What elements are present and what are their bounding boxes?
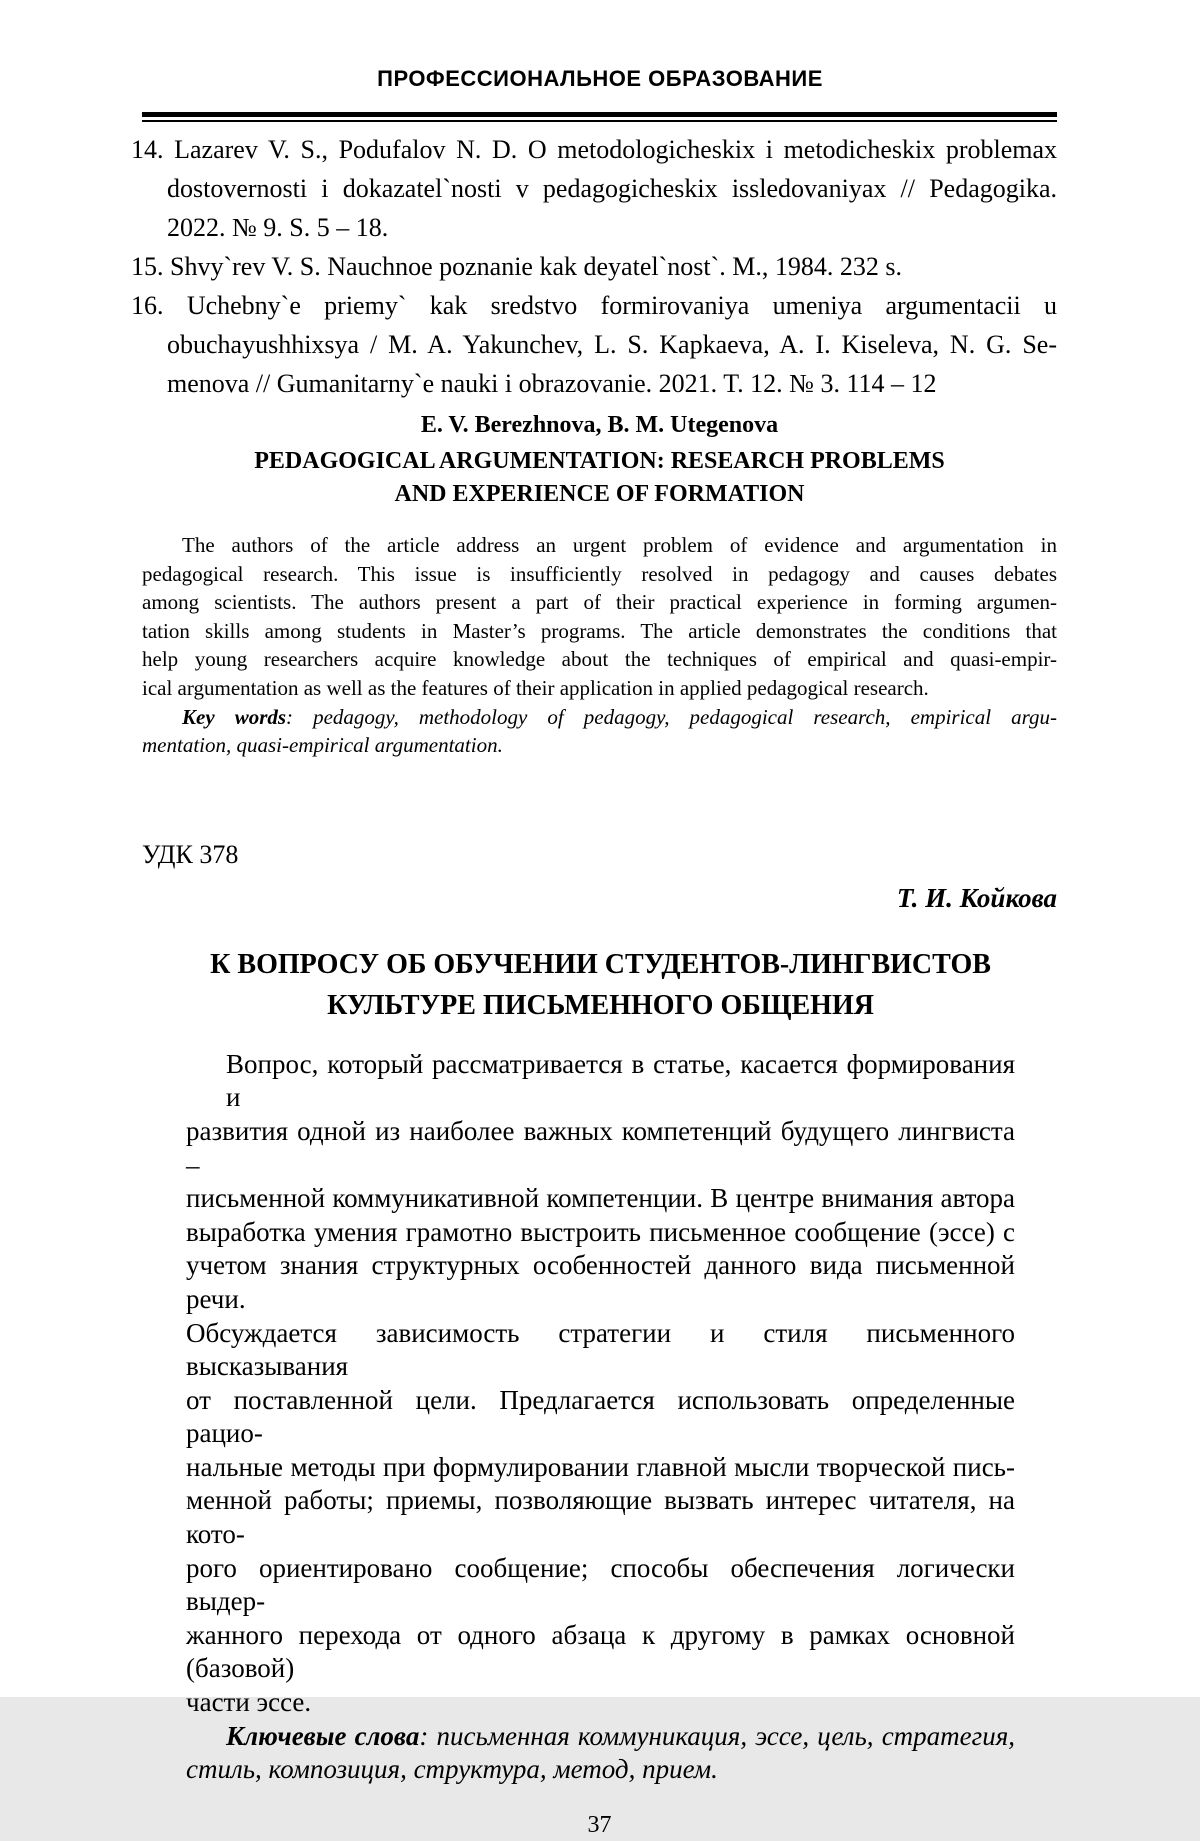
abstract-line: части эссе.: [186, 1687, 312, 1718]
abstract-line: выработка умения грамотно выстроить письменное сообщение (эссе) с: [186, 1216, 1015, 1247]
reference-number: 15.: [131, 252, 164, 281]
abstract-line: help young researchers acquire knowledge about the techniques of empirical and quasi-empir-: [142, 647, 1057, 672]
reference-line: menova // Gumanitarny`e nauki i obrazovanie. 2021. T. 12. № 3. 114 – 12: [167, 369, 937, 398]
en-title-line: PEDAGOGICAL ARGUMENTATION: RESEARCH PROBLEMS: [254, 448, 945, 474]
reference-text: Lazarev V. S., Podufalov N. D. O metodologicheskix i metodicheskix problemax: [174, 135, 1058, 164]
abstract-line: ical argumentation as well as the features of their application in applied pedagogical research.: [142, 675, 929, 700]
ru-keywords-line: [186, 1720, 1015, 1754]
reference-line: 2022. № 9. S. 5 – 18.: [167, 213, 389, 242]
reference-item: [131, 286, 1057, 403]
en-keywords-line: [142, 703, 1057, 732]
ru-title-line: К ВОПРОСУ ОБ ОБУЧЕНИИ СТУДЕНТОВ-ЛИНГВИСТОВ: [210, 948, 991, 980]
reference-number: 16.: [131, 291, 164, 320]
references-list: [131, 130, 1058, 403]
header-rule: [142, 112, 1057, 122]
reference-item: [131, 130, 1058, 247]
en-article-authors: E. V. Berezhnova, B. M. Utegenova: [420, 412, 779, 438]
ru-abstract: [186, 1048, 1015, 1787]
reference-text: Shvy`rev V. S. Nauchnoe poznanie kak deyatel`nost`. M., 1984. 232 s.: [170, 252, 902, 281]
abstract-line: pedagogical research. This issue is insufficiently resolved in pedagogy and causes debates: [142, 561, 1057, 586]
reference-text: Uchebny`e priemy` kak sredstvo formirovaniya umeniya argumentacii u: [186, 291, 1057, 320]
reference-line: obuchayushhixsya / M. A. Yakunchev, L. S. Kapkaeva, A. I. Kiseleva, N. G. Se-: [167, 330, 1057, 359]
keywords-label: Ключевые слова: [226, 1720, 420, 1751]
keywords-label: Key words: [182, 704, 287, 729]
en-keywords-line: mentation, quasi-empirical argumentation.: [142, 733, 503, 758]
page-number: 37: [587, 1811, 612, 1838]
keywords-text: : письменная коммуникация, эссе, цель, стратегия,: [419, 1720, 1015, 1751]
reference-number: 14.: [131, 135, 164, 164]
udk-code: УДК 378: [142, 839, 239, 869]
abstract-line: tation skills among students in Master’s programs. The article demonstrates the conditions that: [142, 618, 1057, 643]
ru-article-author: Т. И. Койкова: [896, 882, 1057, 913]
abstract-line: учетом знания структурных особенностей данного вида письменной речи.: [186, 1250, 1015, 1314]
ru-title-line: КУЛЬТУРЕ ПИСЬМЕННОГО ОБЩЕНИЯ: [327, 989, 874, 1021]
abstract-line: Обсуждается зависимость стратегии и стиля письменного высказывания: [186, 1317, 1015, 1382]
ru-article-block: [186, 944, 1015, 1787]
reference-line: dostovernosti i dokazatel`nosti v pedagogicheskix issledovaniyax // Pedagogika.: [167, 174, 1057, 203]
reference-line: [131, 247, 1057, 286]
reference-item: [131, 247, 1057, 286]
en-abstract: [142, 531, 1057, 760]
abstract-line: развития одной из наиболее важных компетенций будущего лингвиста –: [186, 1115, 1015, 1180]
abstract-line: письменной коммуникативной компетенции. В центре внимания автора: [186, 1183, 1015, 1214]
abstract-line: жанного перехода от одного абзаца к другому в рамках основной (базовой): [186, 1619, 1015, 1684]
ru-keywords-line: стиль, композиция, структура, метод, прием.: [186, 1754, 718, 1785]
reference-line: [131, 130, 1057, 169]
en-title-line: AND EXPERIENCE OF FORMATION: [394, 481, 805, 507]
ru-article-title: [186, 944, 1015, 1026]
abstract-line: Вопрос, который рассматривается в статье, касается формирования и: [226, 1048, 1015, 1113]
abstract-line: от поставленной цели. Предлагается использовать определенные рацио-: [186, 1384, 1015, 1449]
journal-section-header: ПРОФЕССИОНАЛЬНОЕ ОБРАЗОВАНИЕ: [377, 66, 823, 91]
abstract-line: among scientists. The authors present a part of their practical experience in forming argumen-: [142, 590, 1057, 615]
keywords-text: : pedagogy, methodology of pedagogy, pedagogical research, empirical argu-: [286, 704, 1058, 729]
content-column: [131, 112, 1058, 1841]
en-article-title: [142, 445, 1057, 511]
abstract-line: The authors of the article address an urgent problem of evidence and argumentation in: [182, 533, 1057, 557]
abstract-line: нальные методы при формулировании главной мысли творческой пись-: [186, 1451, 1015, 1482]
abstract-line: рого ориентировано сообщение; способы обеспечения логически выдер-: [186, 1552, 1015, 1617]
abstract-line: менной работы; приемы, позволяющие вызвать интерес читателя, на кото-: [186, 1485, 1015, 1550]
reference-line: [131, 286, 1057, 325]
